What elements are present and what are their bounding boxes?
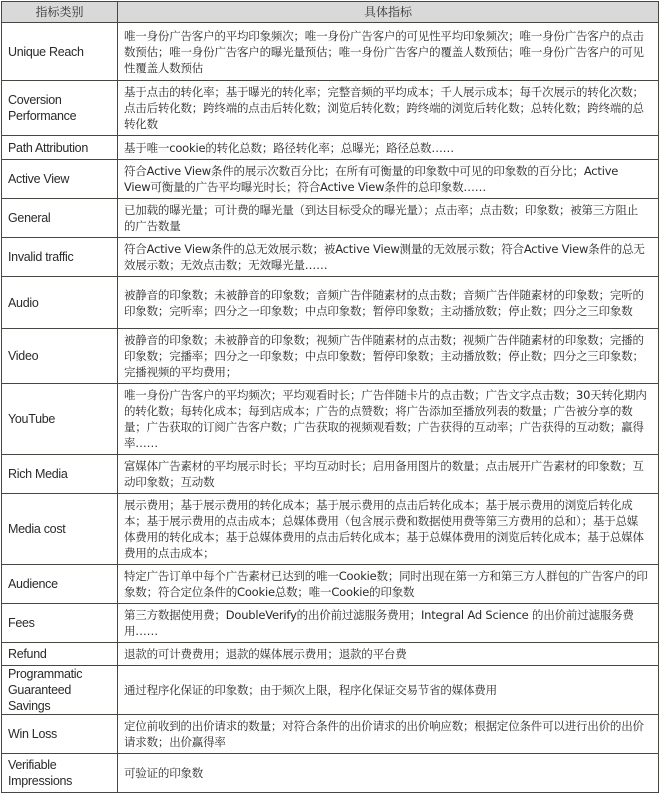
- table-row: [2, 604, 659, 643]
- row-details: 基于唯一cookie的转化总数；路径转化率；总曝光；路径总数……: [118, 136, 659, 160]
- row-category: Verifiable Impressions: [2, 754, 118, 793]
- table-row: [2, 754, 659, 793]
- row-category: Fees: [2, 604, 118, 643]
- row-category: Video: [2, 329, 118, 384]
- row-category: Unique Reach: [2, 23, 118, 81]
- row-details: 唯一身份广告客户的平均印象频次；唯一身份广告客户的可见性平均印象频次；唯一身份广告客户的点击数预估；唯一身份广告客户的曝光量预估；唯一身份广告客户的覆盖人数预估；唯一身份广告客户的可见性覆盖人数预估: [118, 23, 659, 81]
- row-category: Rich Media: [2, 455, 118, 494]
- row-category: Refund: [2, 643, 118, 666]
- row-details: 特定广告订单中每个广告素材已达到的唯一Cookie数；同时出现在第一方和第三方人群包的广告客户的印象数；符合定位条件的Cookie总数；唯一Cookie的印象数: [118, 565, 659, 604]
- table-row: [2, 81, 659, 136]
- row-category: Programmatic Guaranteed Savings: [2, 666, 118, 715]
- row-details: 符合Active View条件的展示次数百分比；在所有可衡量的印象数中可见的印象数的百分比；Active View可衡量的广告平均曝光时长；符合Active View条件的总印象数……: [118, 160, 659, 199]
- table-row: [2, 715, 659, 754]
- table-row: [2, 565, 659, 604]
- row-details: 被静音的印象数；未被静音的印象数；音频广告伴随素材的点击数；音频广告伴随素材的印象数；完听的印象数；完听率；四分之一印象数；中点印象数；暂停印象数；主动播放数；停止数；四分之三印象数: [118, 277, 659, 329]
- row-category: Audience: [2, 565, 118, 604]
- row-category: YouTube: [2, 384, 118, 455]
- row-details: 退款的可计费费用；退款的媒体展示费用；退款的平台费: [118, 643, 659, 666]
- header-details: 具体指标: [118, 2, 659, 23]
- table-row: [2, 666, 659, 715]
- row-category: Coversion Performance: [2, 81, 118, 136]
- table-row: [2, 384, 659, 455]
- table-row: [2, 136, 659, 160]
- metrics-table: [1, 1, 659, 793]
- row-category: Path Attribution: [2, 136, 118, 160]
- row-category: Active View: [2, 160, 118, 199]
- table-row: [2, 329, 659, 384]
- row-details: 基于点击的转化率；基于曝光的转化率；完整音频的平均成本；千人展示成本；每千次展示的转化次数；点击后转化数；跨终端的点击后转化数；浏览后转化数；跨终端的浏览后转化数；总转化数；跨终端的总转化数: [118, 81, 659, 136]
- row-details: 通过程序化保证的印象数；由于频次上限，程序化保证交易节省的媒体费用: [118, 666, 659, 715]
- header-category: 指标类别: [2, 2, 118, 23]
- row-details: 第三方数据使用费；DoubleVerify的出价前过滤服务费用；Integral Ad Science 的出价前过滤服务费用……: [118, 604, 659, 643]
- table-row: [2, 23, 659, 81]
- row-category: Invalid traffic: [2, 238, 118, 277]
- table-row: [2, 643, 659, 666]
- row-details: 被静音的印象数；未被静音的印象数；视频广告伴随素材的点击数；视频广告伴随素材的印象数；完播的印象数；完播率；四分之一印象数；中点印象数；暂停印象数；主动播放数；停止数；四分之三印象数；完播视频的平均费用；: [118, 329, 659, 384]
- row-details: 唯一身份广告客户的平均频次；平均观看时长；广告伴随卡片的点击数；广告文字点击数；30天转化期内的转化数；每转化成本；每到店成本；广告的点赞数；将广告添加至播放列表的数量；广告被分享的数量；广告获取的订阅广告客户数；广告获取的视频观看数；广告获得的互动率；广告获得的互动数；赢得率……: [118, 384, 659, 455]
- table-row: [2, 455, 659, 494]
- row-details: 富媒体广告素材的平均展示时长；平均互动时长；启用备用图片的数量；点击展开广告素材的印象数；互动印象数；互动数: [118, 455, 659, 494]
- row-category: Media cost: [2, 494, 118, 565]
- row-details: 可验证的印象数: [118, 754, 659, 793]
- table-row: [2, 277, 659, 329]
- row-category: General: [2, 199, 118, 238]
- row-details: 符合Active View条件的总无效展示数；被Active View测量的无效展示数；符合Active View条件的总无效展示数；无效点击数；无效曝光量……: [118, 238, 659, 277]
- table-row: [2, 238, 659, 277]
- row-details: 展示费用；基于展示费用的转化成本；基于展示费用的点击后转化成本；基于展示费用的浏览后转化成本；基于展示费用的点击成本；总媒体费用（包含展示费和数据使用费等第三方费用的总和）；基于总媒体费用的转化成本；基于总媒体费用的点击后转化成本；基于总媒体费用的浏览后转化成本；基于总媒体费用的点击成本；: [118, 494, 659, 565]
- row-category: Win Loss: [2, 715, 118, 754]
- table-row: [2, 160, 659, 199]
- row-details: 定位前收到的出价请求的数量；对符合条件的出价请求的出价响应数；根据定位条件可以进行出价的出价请求数；出价赢得率: [118, 715, 659, 754]
- row-category: Audio: [2, 277, 118, 329]
- table-row: [2, 199, 659, 238]
- row-details: 已加载的曝光量；可计费的曝光量（到达目标受众的曝光量）；点击率；点击数；印象数；被第三方阻止的广告数量: [118, 199, 659, 238]
- table-header-row: [2, 2, 659, 23]
- table-row: [2, 494, 659, 565]
